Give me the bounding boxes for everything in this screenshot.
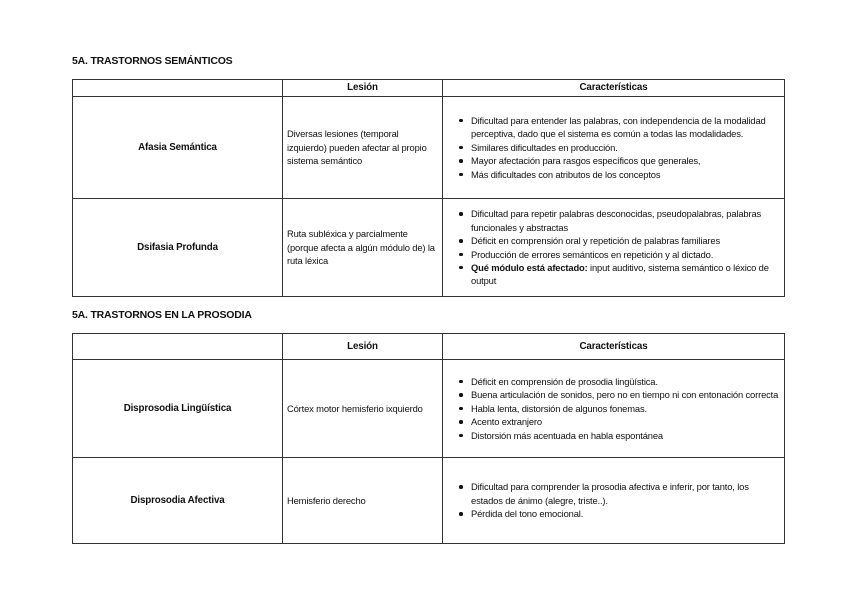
features-list [447,207,780,287]
lesion-text: Hemisferio derecho [283,458,443,544]
list-item: Dificultad para repetir palabras desconocidas, pseudopalabras, palabras funcionales y abstractas [471,207,780,234]
header-lesion: Lesión [283,334,443,360]
list-item: Similares dificultades en producción. [471,141,780,154]
features-list [447,480,780,520]
disorder-name: Dsifasia Profunda [73,199,283,297]
affected-module-text: input auditivo, sistema semántico o léxico de output [471,261,769,287]
list-item: Déficit en comprensión de prosodia lingüística. [471,375,780,388]
section-title-semanticos: 5A. TRASTORNOS SEMÁNTICOS [72,55,233,67]
table-semanticos [72,79,785,297]
features-cell [443,97,785,199]
features-cell [443,360,785,458]
section-title-prosodia: 5A. TRASTORNOS EN LA PROSODIA [72,309,252,321]
list-item: Distorsión más acentuada en habla espontánea [471,429,780,442]
table-prosodia [72,333,785,544]
table-row [73,97,785,199]
disorder-name: Afasia Semántica [73,97,283,199]
table-header-row [73,334,785,360]
list-item: Producción de errores semánticos en repetición y al dictado. [471,248,780,261]
header-lesion: Lesión [283,80,443,97]
list-item: Buena articulación de sonidos, pero no en tiempo ni con entonación correcta [471,389,779,401]
header-name [73,80,283,97]
list-item: Dificultad para comprender la prosodia afectiva e inferir, por tanto, los estados de ánimo (alegre, triste..). [471,480,780,507]
list-item: Pérdida del tono emocional. [471,507,780,520]
header-name [73,334,283,360]
lesion-text: Diversas lesiones (temporal izquierdo) pueden afectar al propio sistema semántico [283,97,443,199]
list-item: Déficit en comprensión oral y repetición de palabras familiares [471,234,780,247]
table-row [73,360,785,458]
features-list [447,114,780,181]
features-cell [443,199,785,297]
list-item [471,261,780,288]
table-header-row [73,80,785,97]
list-item: Más dificultades con atributos de los conceptos [471,168,780,181]
features-cell [443,458,785,544]
features-list [447,375,780,442]
disorder-name: Disprosodia Lingüística [73,360,283,458]
disorder-name: Disprosodia Afectiva [73,458,283,544]
table-row [73,199,785,297]
list-item: Acento extranjero [471,415,780,428]
lesion-text: Ruta subléxica y parcialmente (porque afecta a algún módulo de) la ruta léxica [283,199,443,297]
list-item: Habla lenta, distorsión de algunos fonemas. [471,402,780,415]
list-item: Dificultad para entender las palabras, con independencia de la modalidad perceptiva, dado que el sistema es común a todas las modalidades. [471,114,780,141]
list-item: Mayor afectación para rasgos específicos que generales, [471,154,780,167]
lesion-text: Córtex motor hemisferio ixquierdo [283,360,443,458]
table-row [73,458,785,544]
header-features: Características [443,334,785,360]
header-features: Características [443,80,785,97]
affected-module-label: Qué módulo está afectado: [471,261,588,273]
